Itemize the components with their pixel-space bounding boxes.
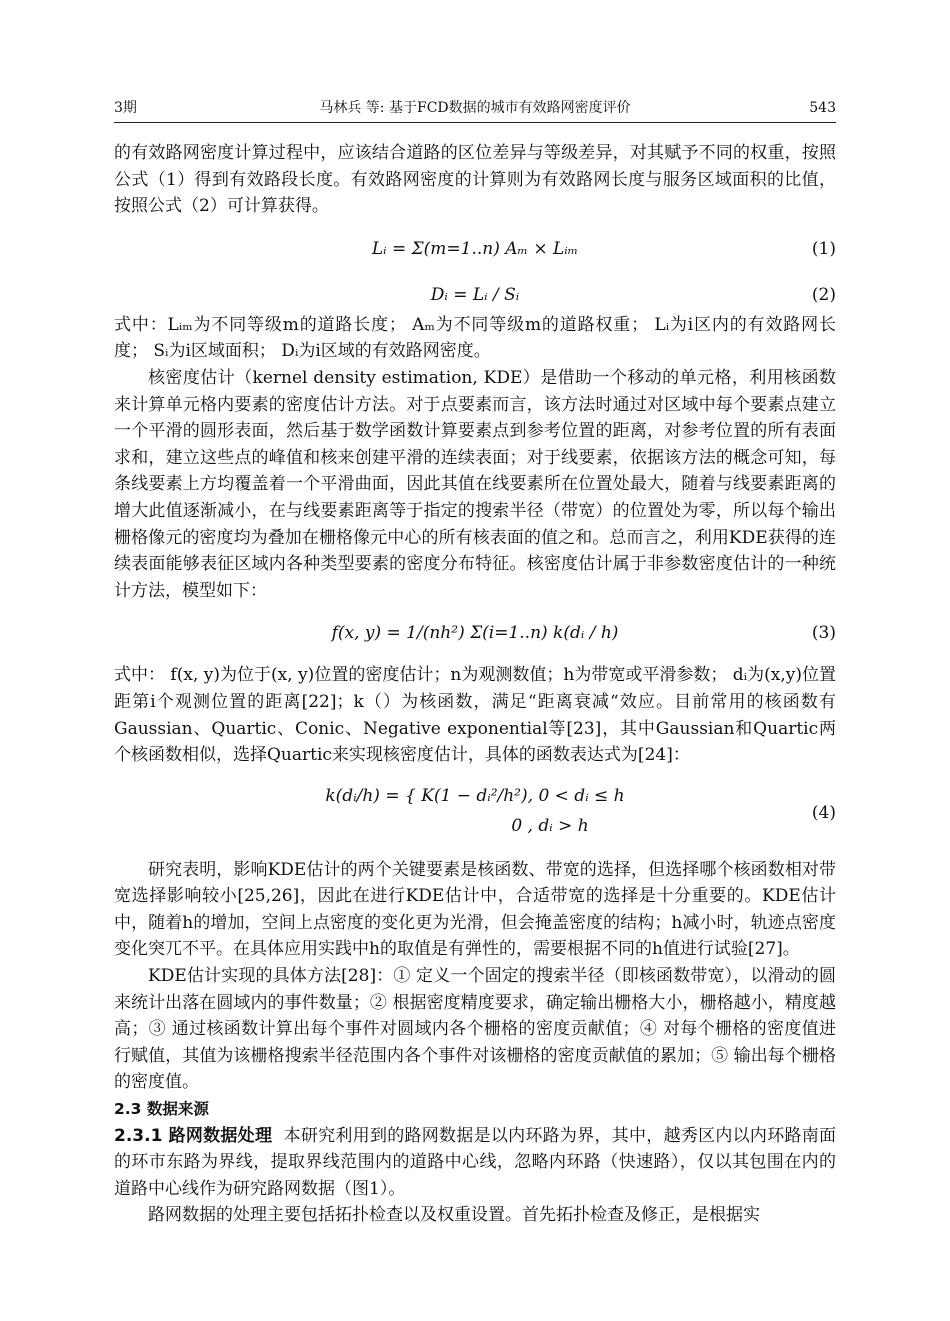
page-number: 543 [809,100,836,116]
paragraph-5: 研究表明，影响KDE估计的两个关键要素是核函数、带宽的选择，但选择哪个核函数相对带宽选择影响较小[25,26]，因此在进行KDE估计中，合适带宽的选择是十分重要的。KDE估计中，随着h的增加，空间上点密度的变化更为光滑，但会掩盖密度的结构；h减小时，轨迹点密度变化突兀不平。在具体应用实践中h的取值是有弹性的，需要根据不同的h值进行试验[27]。 [114,859,836,960]
equation-2 [114,278,836,312]
paragraph-6: KDE估计实现的具体方法[28]：① 定义一个固定的搜索半径（即核函数带宽），以滑动的圆来统计出落在圆域内的事件数量；② 根据密度精度要求，确定输出栅格大小，栅格越小，精度越高；③ 通过核函数计算出每个事件对圆域内各个栅格的密度贡献值；④ 对每个栅格的密度值进行赋值，其值为该栅格搜索半径范围内各个事件对该栅格的密度贡献值的累加；⑤ 输出每个栅格的密度值。 [114,966,836,1093]
equation-3-expr: f(x, y) = 1/(nh²) Σ(i=1..n) k(dᵢ / h) [331,623,619,644]
equation-1-expr: Lᵢ = Σ(m=1..n) Aₘ × Lᵢₘ [371,238,579,259]
equation-3-number: (3) [811,623,836,644]
main-text [114,140,836,1229]
equation-4-expr [114,769,836,841]
subsection-heading-2-3-1: 2.3.1 路网数据处理 [114,1125,273,1146]
section-heading-2-3: 2.3 数据来源 [114,1100,209,1119]
equation-2-number: (2) [811,284,836,305]
equation-2-expr: Dᵢ = Lᵢ / Sᵢ [430,284,520,305]
paragraph-4: 式中： f(x, y)为位于(x, y)位置的密度估计；n为观测数值；h为带宽或平滑参数； dᵢ为(x,y)位置距第i个观测位置的距离[22]；k（）为核函数，满足“距离衰减“效应。目前常用的核函数有Gaussian、Quartic、Conic、Negative exponential等[23]，其中Gaussian和Quartic两个核函数相似，选择Quartic来实现核密度估计，具体的函数表达式为[24]： [114,665,836,766]
paragraph-3: 核密度估计（kernel density estimation, KDE）是借助一个移动的单元格，利用核函数来计算单元格内要素的密度估计方法。对于点要素而言，该方法时通过对区域中每个要素点建立一个平滑的圆形表面，然后基于数学函数计算要素点到参考位置的距离，对参考位置的所有表面求和，建立这些点的峰值和核来创建平滑的连续表面；对于线要素，依据该方法的概念可知，每条线要素上方均覆盖着一个平滑曲面，因此其值在线要素所在位置处最大，随着与线要素距离的增大此值逐渐减小，在与线要素距离等于指定的搜索半径（带宽）的位置处为零，所以每个输出栅格像元的密度均为叠加在栅格像元中心的所有核表面的值之和。总而言之，利用KDE获得的连续表面能够表征区域内各种类型要素的密度分布特征。核密度估计属于非参数密度估计的一种统计方法，模型如下： [114,367,836,601]
running-header [114,96,836,120]
equation-4-number: (4) [811,802,836,823]
equation-4-case-1: k(dᵢ/h) = { K(1 − dᵢ²/h²), 0 < dᵢ ≤ h [325,785,625,806]
paragraph-8: 路网数据的处理主要包括拓扑检查以及权重设置。首先拓扑检查及修正，是根据实 [148,1205,760,1226]
equation-3 [114,604,836,662]
equation-4-case-2: 0 , dᵢ > h [511,815,589,836]
paragraph-1: 的有效路网密度计算过程中，应该结合道路的区位差异与等级差异，对其赋予不同的权重，按照公式（1）得到有效路段长度。有效路网密度的计算则为有效路网长度与服务区域面积的比值，按照公式（2）可计算获得。 [114,143,836,217]
header-rule [114,122,836,123]
equation-1 [114,220,836,278]
paragraph-7: 本研究利用到的路网数据是以内环路为界，其中，越秀区内以内环路南面的环市东路为界线，提取界线范围内的道路中心线，忽略内环路（快速路），仅以其包围在内的道路中心线作为研究路网数据（图1）。 [114,1125,837,1199]
issue-label: 3期 [114,100,137,116]
paragraph-7-wrap [114,1123,836,1203]
equation-1-number: (1) [811,238,836,259]
running-title: 马林兵 等: 基于FCD数据的城市有效路网密度评价 [319,100,631,116]
equation-4 [114,769,836,857]
paragraph-2: 式中：Lᵢₘ为不同等级m的道路长度； Aₘ为不同等级m的道路权重； Lᵢ为i区内的有效路网长度； Sᵢ为i区域面积； Dᵢ为i区域的有效路网密度。 [114,314,836,362]
